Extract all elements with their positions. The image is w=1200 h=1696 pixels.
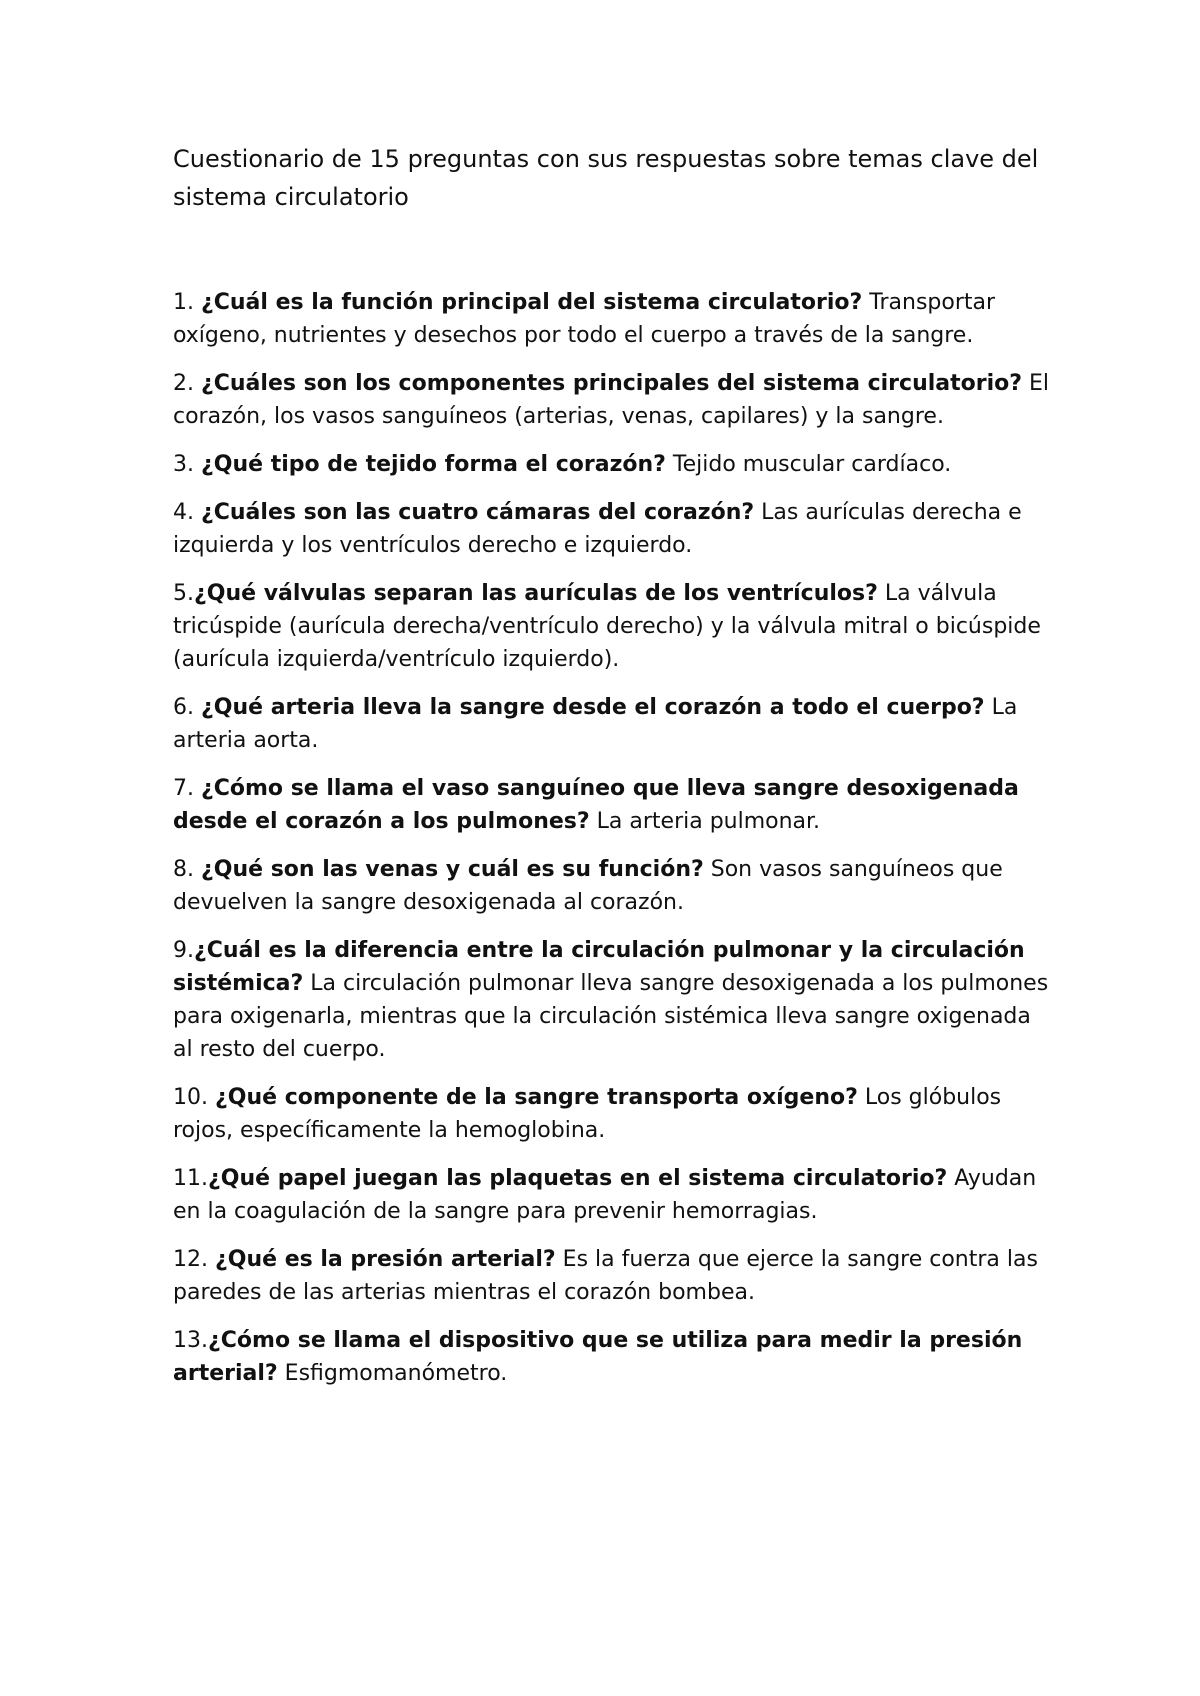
qa-item-10: [173, 1081, 1053, 1147]
qa-list: [173, 286, 1053, 1390]
qa-number: 11.: [173, 1166, 208, 1191]
qa-number: 1.: [173, 290, 201, 315]
qa-answer: Tejido muscular cardíaco.: [665, 452, 952, 477]
qa-answer: Esfigmomanómetro.: [277, 1361, 508, 1386]
qa-number: 13.: [173, 1328, 208, 1353]
qa-answer: La arteria aorta.: [173, 695, 1018, 753]
qa-number: 4.: [173, 500, 201, 525]
qa-item-11: [173, 1162, 1053, 1228]
document-page: [173, 140, 1053, 1405]
qa-item-5: [173, 577, 1053, 676]
document-title: Cuestionario de 15 preguntas con sus respuestas sobre temas clave del sistema circulatorio: [173, 145, 1039, 211]
qa-number: 9.: [173, 938, 194, 963]
qa-number: 3.: [173, 452, 201, 477]
qa-item-8: [173, 853, 1053, 919]
qa-number: 10.: [173, 1085, 215, 1110]
qa-question: ¿Cómo se llama el dispositivo que se utiliza para medir la presión arterial?: [173, 1328, 1023, 1386]
qa-question: ¿Cuál es la función principal del sistema circulatorio?: [200, 290, 863, 315]
qa-answer: La arteria pulmonar.: [589, 809, 821, 834]
qa-question: ¿Qué son las venas y cuál es su función?: [200, 857, 704, 882]
qa-question: ¿Qué tipo de tejido forma el corazón?: [200, 452, 666, 477]
qa-question: ¿Qué arteria lleva la sangre desde el corazón a todo el cuerpo?: [200, 695, 985, 720]
qa-item-2: [173, 367, 1053, 433]
qa-item-9: [173, 934, 1053, 1066]
qa-number: 8.: [173, 857, 201, 882]
qa-number: 2.: [173, 371, 201, 396]
qa-answer: La circulación pulmonar lleva sangre desoxigenada a los pulmones para oxigenarla, mientras que la circulación sistémica lleva sangre oxigenada al resto del cuerpo.: [173, 971, 1049, 1062]
qa-question: ¿Cuáles son los componentes principales del sistema circulatorio?: [200, 371, 1023, 396]
qa-item-7: [173, 772, 1053, 838]
qa-answer: Transportar oxígeno, nutrientes y desechos por todo el cuerpo a través de la sangre.: [173, 290, 996, 348]
qa-answer: Es la fuerza que ejerce la sangre contra las paredes de las arterias mientras el corazón bombea.: [173, 1247, 1038, 1305]
qa-question: ¿Cuáles son las cuatro cámaras del corazón?: [200, 500, 755, 525]
qa-answer: Son vasos sanguíneos que devuelven la sangre desoxigenada al corazón.: [173, 857, 1003, 915]
qa-answer: El corazón, los vasos sanguíneos (arterias, venas, capilares) y la sangre.: [173, 371, 1050, 429]
qa-answer: Ayudan en la coagulación de la sangre para prevenir hemorragias.: [173, 1166, 1037, 1224]
qa-item-13: [173, 1324, 1053, 1390]
qa-item-4: [173, 496, 1053, 562]
qa-item-12: [173, 1243, 1053, 1309]
qa-question: ¿Qué es la presión arterial?: [214, 1247, 556, 1272]
qa-number: 7.: [173, 776, 201, 801]
qa-answer: Los glóbulos rojos, específicamente la hemoglobina.: [173, 1085, 1002, 1143]
qa-item-6: [173, 691, 1053, 757]
qa-item-3: [173, 448, 1053, 481]
qa-answer: La válvula tricúspide (aurícula derecha/ventrículo derecho) y la válvula mitral o bicúspide (aurícula izquierda/ventrículo izquierdo).: [173, 581, 1041, 672]
qa-question: ¿Qué válvulas separan las aurículas de los ventrículos?: [194, 581, 878, 606]
qa-number: 12.: [173, 1247, 215, 1272]
qa-question: ¿Cuál es la diferencia entre la circulación pulmonar y la circulación sistémica?: [173, 938, 1025, 996]
qa-question: ¿Cómo se llama el vaso sanguíneo que lleva sangre desoxigenada desde el corazón a los pulmones?: [173, 776, 1019, 834]
qa-question: ¿Qué componente de la sangre transporta oxígeno?: [214, 1085, 858, 1110]
qa-number: 6.: [173, 695, 201, 720]
qa-question: ¿Qué papel juegan las plaquetas en el sistema circulatorio?: [208, 1166, 948, 1191]
qa-number: 5.: [173, 581, 194, 606]
qa-answer: Las aurículas derecha e izquierda y los ventrículos derecho e izquierdo.: [173, 500, 1022, 558]
qa-item-1: [173, 286, 1053, 352]
